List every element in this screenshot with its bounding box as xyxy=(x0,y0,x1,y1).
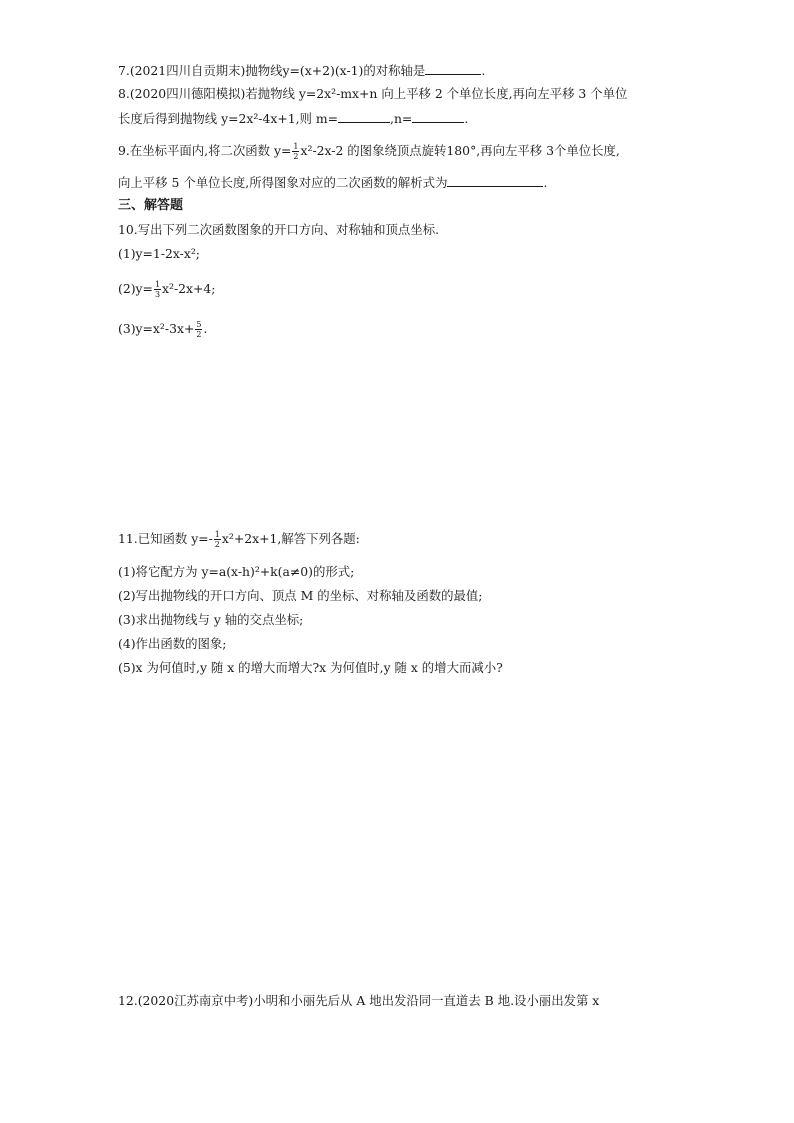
q9-end: . xyxy=(543,175,548,190)
q10-p2-a: (2)y= xyxy=(118,281,153,296)
question-8-line-2 xyxy=(118,110,468,127)
question-7 xyxy=(118,62,485,79)
question-11-part-1: (1)将它配方为 y=a(x-h)²+k(a≠0)的形式; xyxy=(118,564,355,579)
question-12-text: 12.(2020江苏南京中考)小明和小丽先后从 A 地出发沿同一直道去 B 地.设小丽出发第 x xyxy=(118,993,600,1008)
q8-m-blank[interactable] xyxy=(338,110,390,123)
question-11-part-3: (3)求出抛物线与 y 轴的交点坐标; xyxy=(118,612,304,627)
q9-answer-blank[interactable] xyxy=(447,174,543,187)
q7-text-b: 的对称轴是 xyxy=(363,63,426,78)
question-11-part-5: (5)x 为何值时,y 随 x 的增大而增大?x 为何值时,y 随 x 的增大而减小? xyxy=(118,660,503,675)
question-8-line-1: 8.(2020四川德阳模拟)若抛物线 y=2x²-mx+n 向上平移 2 个单位长度,再向左平移 3 个单位 xyxy=(118,86,628,101)
question-10-part-1: (1)y=1-2x-x²; xyxy=(118,246,200,261)
question-10-stem: 10.写出下列二次函数图象的开口方向、对称轴和顶点坐标. xyxy=(118,222,440,237)
q9-line1-a: 9.在坐标平面内,将二次函数 y= xyxy=(118,143,292,158)
q8-end: . xyxy=(464,111,469,126)
q7-answer-blank[interactable] xyxy=(425,62,481,75)
q8-n-blank[interactable] xyxy=(412,110,464,123)
q10-p2-fraction: $\frac{1}{3}$ xyxy=(154,280,161,299)
q11-stem-b: x²+2x+1,解答下列各题: xyxy=(221,531,360,546)
question-10-part-2 xyxy=(118,280,215,299)
question-11-stem xyxy=(118,530,360,549)
q11-fraction: $\frac{1}{2}$ xyxy=(214,530,220,549)
q9-line2: 向上平移 5 个单位长度,所得图象对应的二次函数的解析式为 xyxy=(118,175,448,190)
q9-fraction: $\frac{1}{2}$ xyxy=(293,142,299,161)
q10-p2-b: x²-2x+4; xyxy=(162,281,216,296)
q7-end: . xyxy=(481,63,486,78)
question-11-part-4: (4)作出函数的图象; xyxy=(118,636,227,651)
question-9-line-2 xyxy=(118,174,547,191)
q9-line1-b: x²-2x-2 的图象绕顶点旋转180°,再向左平移 3个单位长度, xyxy=(300,143,620,158)
section-heading: 三、解答题 xyxy=(118,198,184,213)
q8-line2-b: ,n= xyxy=(390,111,413,126)
question-9-line-1 xyxy=(118,142,620,161)
q7-text-a: 7.(2021四川自贡期末)抛物线 xyxy=(118,63,283,78)
question-10-part-3 xyxy=(118,320,207,339)
q8-line2-a: 长度后得到抛物线 y=2x²-4x+1,则 m= xyxy=(118,111,339,126)
q11-stem-a: 11.已知函数 y=- xyxy=(118,531,213,546)
q10-p3-a: (3)y=x²-3x+ xyxy=(118,321,195,336)
q10-p3-b: . xyxy=(203,321,208,336)
q7-equation: y=(x+2)(x-1) xyxy=(282,63,364,78)
q10-p3-fraction: $\frac{5}{2}$ xyxy=(196,320,202,339)
question-11-part-2: (2)写出抛物线的开口方向、顶点 M 的坐标、对称轴及函数的最值; xyxy=(118,588,483,603)
